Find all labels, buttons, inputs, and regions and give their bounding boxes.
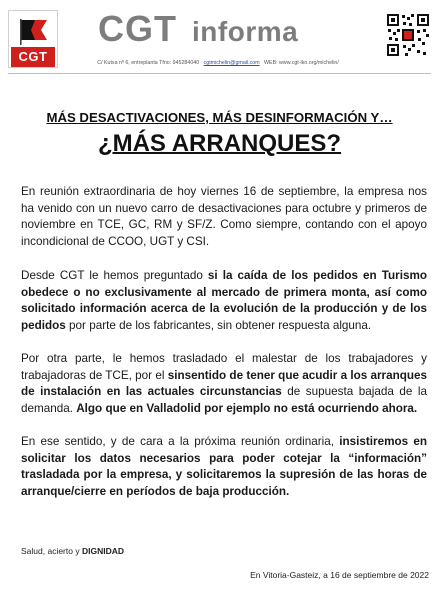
bold-text: Algo que en Valladolid por ejemplo no está ocurriendo ahora.: [76, 401, 418, 415]
text-run: En ese sentido, y de cara a la próxima reunión ordinaria,: [21, 435, 340, 448]
address-phone: C/ Kutxa nº 6, entreplanta Tfno: 945284040: [97, 60, 200, 66]
headline: [0, 110, 439, 125]
letterhead: [8, 10, 431, 72]
brand-name: CGT: [98, 8, 177, 49]
brand-title: [98, 8, 298, 50]
bold-text: si la caída de los pedidos en Turismo obedece o no exclusivamente al mercado de primera monta, así como solicitado información acerca de la evolución de la producción y de los pedidos: [21, 269, 427, 332]
bold-text: sinsentido de tener que acudir a los arranques de instalación en las actuales circunstancias: [21, 368, 428, 398]
headline-text: MÁS DESACTIVACIONES, MÁS DESINFORMACIÓN Y…: [46, 110, 393, 125]
main-title-text: ¿MÁS ARRANQUES?: [97, 130, 342, 157]
text-run: por parte de los fabricantes, sin obtener respuesta alguna.: [65, 318, 372, 332]
logo-text: CGT: [11, 47, 55, 67]
paragraph-1: En reunión extraordinaria de hoy viernes 16 de septiembre, la empresa nos ha venido con un nuevo carro de desactivaciones para octubre y primeros de noviembre en TCE, GC, RM y SF/Z. Como siempre, contando con el apoyo incondicional de CCOO, UGT y CSI.: [21, 185, 427, 248]
contact-line: [48, 60, 388, 66]
web-address: WEB: www.cgt-lkn.org/michelin/: [264, 60, 339, 66]
cgt-logo-emblem: [11, 13, 55, 47]
closing-bold: DIGNIDAD: [81, 546, 124, 556]
qr-code-icon: [385, 12, 431, 58]
brand-subtitle: informa: [192, 16, 299, 47]
email-link[interactable]: cgtmichelin@gmail.com: [203, 60, 260, 66]
closing-text: Salud, acierto y: [21, 546, 82, 556]
bold-text: insistiremos en solicitar los datos necesarios para poder cotejar la “información” trasladada por la empresa, y solicitaremos la supresión de las horas de arranque/cierre en períodos de baja producción.: [21, 435, 427, 498]
signature-date: En Vitoria-Gasteiz, a 16 de septiembre de 2022: [250, 570, 429, 580]
paragraph-4: [21, 434, 427, 500]
flag-emblem-icon: [17, 16, 53, 46]
main-title: [0, 130, 439, 158]
closing-line: [21, 546, 124, 556]
text-run: de supuesta bajada de la demanda.: [21, 385, 427, 415]
text-run: Desde CGT le hemos preguntado: [21, 269, 208, 282]
paragraph-2: [21, 268, 427, 334]
header-divider: [8, 73, 431, 74]
text-run: Por otra parte, le hemos trasladado el malestar de los trabajadores y trabajadoras de TCE, por el: [21, 352, 427, 382]
paragraph-3: [21, 351, 427, 417]
qr-code: [385, 12, 431, 58]
